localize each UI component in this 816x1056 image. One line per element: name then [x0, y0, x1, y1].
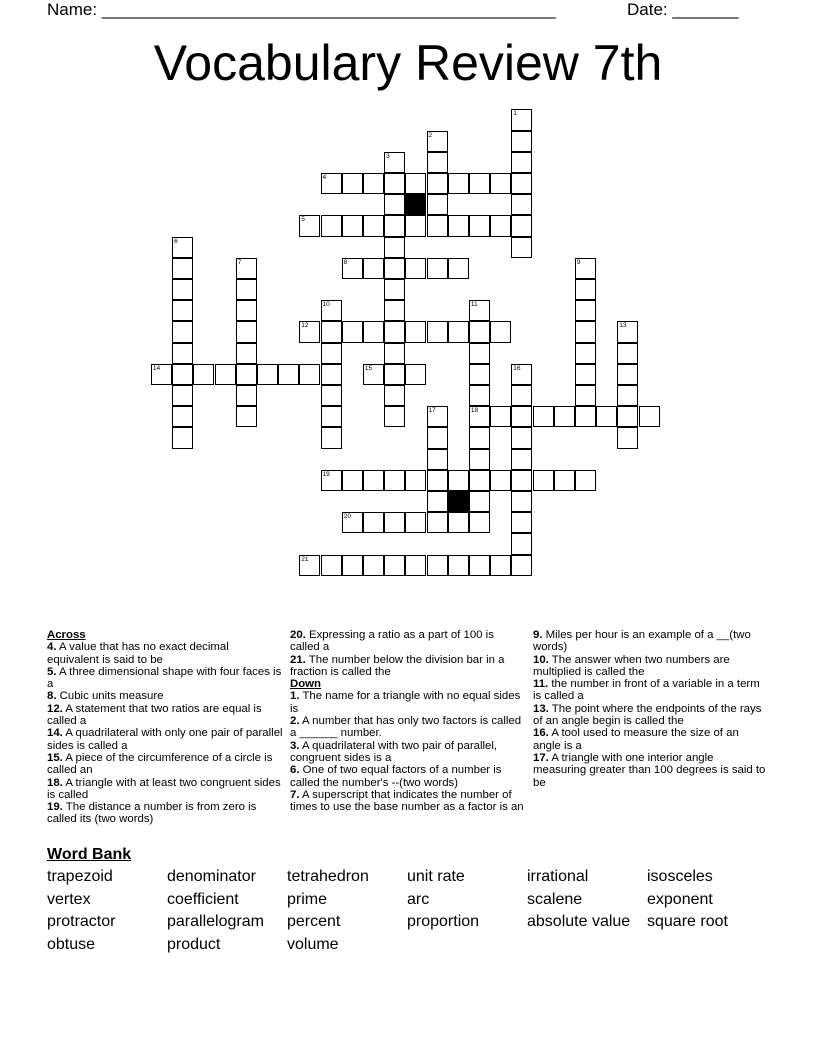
grid-cell[interactable] [575, 385, 596, 406]
clue-item [533, 727, 769, 752]
grid-cell[interactable] [321, 321, 342, 342]
grid-cell[interactable] [278, 364, 299, 385]
grid-cell[interactable] [363, 215, 384, 236]
word-bank-item: exponent [647, 890, 713, 908]
grid-cell[interactable] [384, 512, 405, 533]
grid-cell[interactable] [511, 406, 532, 427]
clue-num: 11. [533, 678, 549, 691]
grid-cell[interactable] [427, 131, 448, 152]
grid-cell[interactable] [321, 364, 342, 385]
clue-num: 15. [47, 751, 63, 764]
grid-cell[interactable] [299, 215, 320, 236]
grid-cell[interactable] [511, 109, 532, 130]
clue-num: 13. [533, 702, 549, 715]
grid-cell[interactable] [427, 449, 448, 470]
grid-cell[interactable] [469, 555, 490, 576]
word-bank-item: absolute value [527, 913, 631, 931]
grid-cell[interactable] [511, 512, 532, 533]
clue-number: 17 [428, 407, 436, 415]
grid-cell[interactable] [363, 364, 384, 385]
grid-cell[interactable] [511, 385, 532, 406]
grid-cell[interactable] [427, 406, 448, 427]
grid-cell[interactable] [427, 194, 448, 215]
word-bank-item: product [167, 936, 221, 954]
page-title: Vocabulary Review 7th [153, 35, 663, 91]
grid-cell[interactable] [405, 321, 426, 342]
grid-cell[interactable] [172, 406, 193, 427]
grid-cell[interactable] [575, 364, 596, 385]
word-bank-item: square root [647, 913, 728, 931]
grid-cell[interactable] [363, 258, 384, 279]
clue-text: the number in front of a variable in a term is called a [533, 678, 760, 703]
clue-text: The number below the division bar in a fraction is called the [290, 653, 505, 678]
clue-number: 15 [364, 364, 373, 372]
grid-cell[interactable] [448, 173, 469, 194]
grid-cell[interactable] [469, 470, 490, 491]
grid-cell[interactable] [533, 470, 554, 491]
grid-cell[interactable] [405, 470, 426, 491]
clue-text: A statement that two ratios are equal is called a [47, 702, 262, 728]
grid-cell[interactable] [469, 364, 490, 385]
grid-cell[interactable] [639, 406, 660, 427]
grid-cell[interactable] [299, 321, 320, 342]
grid-cell[interactable] [554, 406, 575, 427]
grid-cell[interactable] [448, 555, 469, 576]
grid-cell[interactable] [511, 173, 532, 194]
grid-cell[interactable] [236, 279, 257, 300]
clue-item [47, 752, 283, 777]
grid-cell[interactable] [469, 343, 490, 364]
clue-num: 14. [47, 727, 63, 740]
grid-cell[interactable] [617, 321, 638, 342]
grid-cell[interactable] [321, 173, 342, 194]
grid-cell[interactable] [511, 364, 532, 385]
word-bank-item: volume [287, 936, 339, 954]
grid-cell[interactable] [511, 449, 532, 470]
grid-cell[interactable] [321, 215, 342, 236]
clue-num: 16. [533, 727, 549, 740]
clue-num: 1. [290, 690, 300, 703]
grid-cell[interactable] [363, 321, 384, 342]
grid-cell[interactable] [469, 512, 490, 533]
word-bank-item: obtuse [47, 936, 96, 954]
grid-cell[interactable] [405, 555, 426, 576]
grid-cell[interactable] [575, 258, 596, 279]
grid-cell[interactable] [321, 555, 342, 576]
word-bank-heading: Word Bank [47, 846, 132, 863]
grid-cell[interactable] [617, 364, 638, 385]
clue-item [533, 629, 769, 654]
grid-cell[interactable] [469, 173, 490, 194]
grid-cell[interactable] [448, 321, 469, 342]
grid-cell[interactable] [172, 364, 193, 385]
clue-item [533, 703, 769, 728]
clue-num: 9. [533, 629, 543, 641]
clue-num: 4. [47, 641, 57, 654]
grid-cell[interactable] [405, 173, 426, 194]
clue-column-2 [290, 629, 526, 813]
grid-cell[interactable] [321, 343, 342, 364]
word-bank-item: prime [287, 890, 328, 908]
grid-cell[interactable] [384, 258, 405, 279]
grid-cell[interactable] [533, 406, 554, 427]
grid-cell[interactable] [596, 406, 617, 427]
clue-number: 19 [322, 470, 330, 478]
grid-cell[interactable] [405, 512, 426, 533]
grid-cell[interactable] [321, 300, 342, 321]
clue-num: 3. [290, 739, 300, 752]
grid-cell[interactable] [321, 385, 342, 406]
grid-cell[interactable] [617, 343, 638, 364]
word-bank-item: vertex [47, 890, 91, 908]
grid-cell[interactable] [490, 215, 511, 236]
clue-text: Miles per hour is an example of a __(two words) [533, 629, 751, 654]
clue-item [290, 654, 526, 679]
grid-cell[interactable] [469, 385, 490, 406]
grid-cell[interactable] [427, 512, 448, 533]
grid-cell[interactable] [236, 300, 257, 321]
clue-text: A triangle with one interior angle measuring greater than 100 degrees is said to be [533, 751, 766, 789]
clue-item [47, 727, 283, 752]
grid-cell[interactable] [384, 300, 405, 321]
clue-num: 19. [47, 801, 63, 814]
grid-cell[interactable] [384, 237, 405, 258]
grid-cell[interactable] [384, 321, 405, 342]
grid-cell[interactable] [172, 300, 193, 321]
grid-cell[interactable] [299, 364, 320, 385]
clue-text: A three dimensional shape with four faces is a [47, 665, 282, 691]
grid-cell[interactable] [575, 279, 596, 300]
clue-item [290, 740, 526, 765]
clue-num: 5. [47, 665, 57, 678]
word-bank [47, 868, 767, 959]
grid-cell[interactable] [384, 470, 405, 491]
grid-cell[interactable] [511, 194, 532, 215]
grid-cell[interactable] [427, 427, 448, 448]
clue-number: 18 [470, 407, 479, 415]
grid-cell[interactable] [490, 470, 511, 491]
clue-number: 9 [576, 258, 581, 266]
clue-number: 12 [301, 322, 309, 330]
grid-cell[interactable] [363, 512, 384, 533]
clue-number: 16 [513, 364, 521, 372]
grid-cell[interactable] [427, 152, 448, 173]
clue-text: A tool used to measure the size of an angle is a [533, 727, 739, 752]
grid-cell[interactable] [236, 343, 257, 364]
grid-cell[interactable] [321, 470, 342, 491]
clue-num: 8. [47, 690, 57, 703]
grid-cell[interactable] [172, 321, 193, 342]
grid-cell[interactable] [236, 364, 257, 385]
grid-cell[interactable] [342, 555, 363, 576]
grid-cell[interactable] [511, 152, 532, 173]
clue-item [47, 690, 283, 702]
clue-number: 1 [513, 110, 517, 118]
grid-cell[interactable] [427, 321, 448, 342]
clue-num: 10. [533, 653, 549, 666]
grid-cell[interactable] [427, 215, 448, 236]
grid-cell[interactable] [405, 258, 426, 279]
grid-cell[interactable] [405, 364, 426, 385]
grid-cell[interactable] [384, 194, 405, 215]
clue-num: 12. [47, 702, 63, 715]
grid-cell[interactable] [342, 173, 363, 194]
word-bank-item: protractor [47, 913, 116, 931]
grid-cell[interactable] [575, 406, 596, 427]
grid-cell[interactable] [469, 215, 490, 236]
grid-cell[interactable] [469, 427, 490, 448]
word-bank-item: tetrahedron [287, 868, 369, 885]
clue-text: A superscript that indicates the number of times to use the base number as a factor is an [290, 788, 524, 814]
grid-cell[interactable] [554, 470, 575, 491]
grid-cell[interactable] [236, 258, 257, 279]
grid-cell[interactable] [427, 173, 448, 194]
grid-cell[interactable] [299, 555, 320, 576]
clue-item [533, 678, 769, 703]
word-bank-item: arc [407, 890, 430, 908]
grid-cell[interactable] [511, 555, 532, 576]
grid-cell[interactable] [511, 491, 532, 512]
clue-text: The name for a triangle with no equal sides is [290, 690, 521, 715]
grid-cell[interactable] [490, 173, 511, 194]
grid-cell[interactable] [427, 491, 448, 512]
clue-number: 3 [386, 152, 390, 160]
word-bank-item: percent [287, 913, 341, 931]
clue-number: 10 [322, 301, 330, 309]
clue-text: Expressing a ratio as a part of 100 is called a [290, 629, 494, 654]
word-bank-item: parallelogram [167, 913, 264, 931]
black-cell [405, 194, 426, 215]
grid-cell[interactable] [511, 533, 532, 554]
clue-number: 5 [301, 216, 305, 224]
clue-text: The point where the endpoints of the rays of an angle begin is called the [533, 702, 762, 728]
grid-cell[interactable] [511, 237, 532, 258]
grid-cell[interactable] [215, 364, 236, 385]
clue-num: 2. [290, 715, 300, 728]
clue-number: 20 [343, 513, 351, 521]
name-field[interactable]: Name: ________________________________________________ [47, 0, 556, 19]
clue-num: 18. [47, 776, 63, 789]
clue-number: 11 [470, 301, 478, 309]
clue-heading: Down [290, 678, 322, 691]
grid-cell[interactable] [427, 555, 448, 576]
grid-cell[interactable] [236, 406, 257, 427]
clue-item [290, 764, 526, 789]
grid-cell[interactable] [363, 555, 384, 576]
grid-cell[interactable] [511, 427, 532, 448]
grid-cell[interactable] [405, 215, 426, 236]
clue-text: The distance a number is from zero is called its (two words) [47, 801, 257, 826]
grid-cell[interactable] [575, 321, 596, 342]
clue-number: 14 [152, 364, 161, 372]
grid-cell[interactable] [384, 343, 405, 364]
grid-cell[interactable] [342, 512, 363, 533]
clue-item [533, 752, 769, 789]
grid-cell[interactable] [172, 427, 193, 448]
grid-cell[interactable] [172, 279, 193, 300]
clue-item [47, 641, 283, 666]
grid-cell[interactable] [363, 173, 384, 194]
clue-item [47, 777, 283, 802]
clue-item [290, 629, 526, 654]
clue-text: A number that has only two factors is called a ______ number. [290, 715, 522, 740]
grid-cell[interactable] [236, 321, 257, 342]
clue-text: A piece of the circumference of a circle is called an [47, 751, 273, 777]
clue-text: A quadrilateral with two pair of parallel, congruent sides is a [290, 739, 498, 764]
word-bank-item: proportion [407, 913, 480, 931]
clue-num: 6. [290, 764, 300, 777]
grid-cell[interactable] [448, 215, 469, 236]
clue-num: 7. [290, 788, 300, 801]
clue-number: 6 [174, 237, 178, 245]
word-bank-item: denominator [167, 868, 256, 885]
clue-text: A value that has no exact decimal equivalent is said to be [47, 641, 229, 666]
grid-cell[interactable] [321, 406, 342, 427]
grid-cell[interactable] [469, 321, 490, 342]
grid-cell[interactable] [384, 555, 405, 576]
black-cell [448, 491, 469, 512]
grid-cell[interactable] [384, 152, 405, 173]
word-bank-item: irrational [527, 868, 589, 885]
word-bank-item: unit rate [407, 868, 465, 885]
grid-cell[interactable] [490, 555, 511, 576]
grid-cell[interactable] [384, 406, 405, 427]
grid-cell[interactable] [448, 512, 469, 533]
grid-cell[interactable] [511, 131, 532, 152]
grid-cell[interactable] [172, 237, 193, 258]
date-field[interactable]: Date: _______ [627, 0, 739, 19]
grid-cell[interactable] [384, 364, 405, 385]
clue-text: A quadrilateral with only one pair of parallel sides is called a [47, 727, 283, 752]
grid-cell[interactable] [469, 406, 490, 427]
clue-item [290, 715, 526, 740]
grid-cell[interactable] [384, 385, 405, 406]
grid-cell[interactable] [384, 279, 405, 300]
clue-column-1 [47, 629, 283, 826]
grid-cell[interactable] [172, 258, 193, 279]
grid-cell[interactable] [172, 343, 193, 364]
grid-cell[interactable] [575, 300, 596, 321]
grid-cell[interactable] [490, 406, 511, 427]
grid-cell[interactable] [257, 364, 278, 385]
grid-cell[interactable] [384, 215, 405, 236]
grid-cell[interactable] [236, 385, 257, 406]
grid-cell[interactable] [427, 258, 448, 279]
grid-cell[interactable] [448, 258, 469, 279]
clue-text: A triangle with at least two congruent sides is called [47, 776, 281, 801]
grid-cell[interactable] [575, 470, 596, 491]
grid-cell[interactable] [172, 385, 193, 406]
grid-cell[interactable] [342, 321, 363, 342]
clue-column-3 [533, 629, 769, 789]
grid-cell[interactable] [617, 406, 638, 427]
grid-cell[interactable] [469, 300, 490, 321]
grid-cell[interactable] [363, 470, 384, 491]
grid-cell[interactable] [617, 427, 638, 448]
grid-cell[interactable] [575, 343, 596, 364]
clue-number: 7 [237, 258, 242, 266]
word-bank-item: isosceles [647, 868, 713, 885]
grid-cell[interactable] [511, 470, 532, 491]
grid-cell[interactable] [511, 215, 532, 236]
grid-cell[interactable] [617, 385, 638, 406]
clue-item [290, 789, 526, 814]
grid-cell[interactable] [321, 427, 342, 448]
grid-cell[interactable] [469, 491, 490, 512]
word-bank-item: coefficient [167, 890, 239, 908]
clue-heading: Across [47, 629, 86, 641]
grid-cell[interactable] [448, 470, 469, 491]
clue-item [47, 703, 283, 728]
clue-number: 21 [301, 555, 309, 563]
clue-num: 17. [533, 751, 549, 764]
grid-cell[interactable] [469, 449, 490, 470]
grid-cell[interactable] [342, 215, 363, 236]
clue-number: 2 [428, 131, 433, 139]
clue-number: 4 [322, 174, 327, 181]
clue-num: 21. [290, 653, 306, 666]
grid-cell[interactable] [193, 364, 214, 385]
clue-item [533, 654, 769, 679]
clue-text: Cubic units measure [56, 690, 164, 703]
clue-item [290, 690, 526, 715]
word-bank-item: trapezoid [47, 868, 113, 885]
clue-number: 8 [343, 258, 348, 266]
clue-item [47, 801, 283, 826]
grid-cell[interactable] [342, 470, 363, 491]
grid-cell[interactable] [490, 321, 511, 342]
clue-num: 20. [290, 629, 306, 641]
clue-item [47, 666, 283, 691]
grid-cell[interactable] [384, 173, 405, 194]
clue-text: One of two equal factors of a number is called the number's --(two words) [290, 764, 502, 789]
word-bank-item: scalene [527, 890, 583, 908]
clue-number: 13 [619, 322, 627, 330]
clue-text: The answer when two numbers are multiplied is called the [533, 653, 730, 678]
grid-cell[interactable] [427, 470, 448, 491]
grid-cell[interactable] [342, 258, 363, 279]
grid-cell[interactable] [151, 364, 172, 385]
